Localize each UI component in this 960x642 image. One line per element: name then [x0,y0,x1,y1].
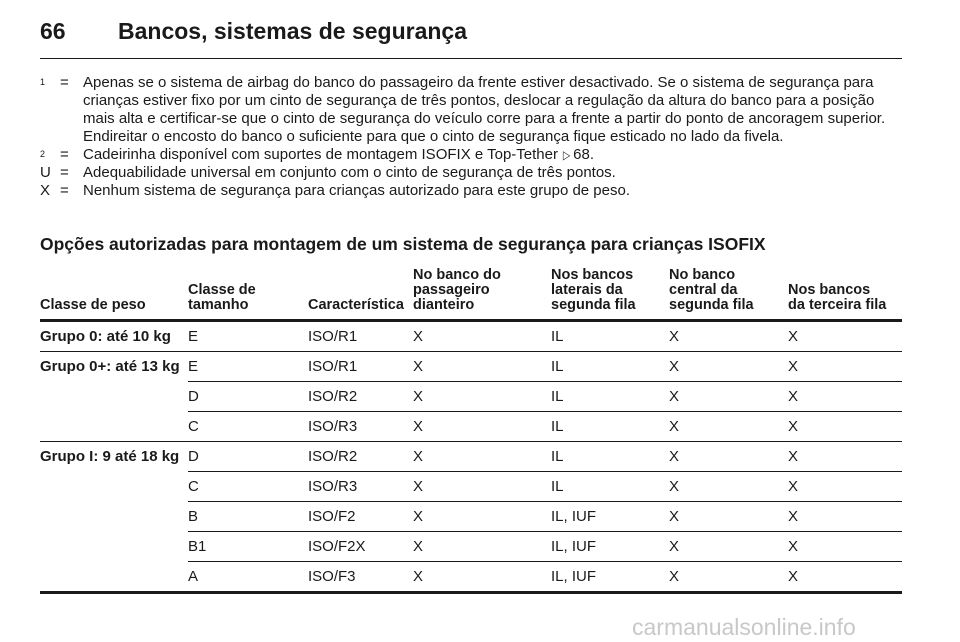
table-cell: IL, IUF [551,562,669,593]
table-row [40,532,902,562]
table-cell: IL [551,321,669,352]
table-cell: X [788,442,902,472]
column-header: Classe de tamanho [188,268,308,321]
footnote [40,74,902,146]
weight-class-cell [40,532,188,562]
table-cell: ISO/F2X [308,532,413,562]
column-header: Nos bancos laterais da segunda fila [551,268,669,321]
weight-class-cell [40,502,188,532]
table-cell: X [788,532,902,562]
table-cell: X [413,321,551,352]
table-header-row [40,268,902,321]
table-cell: X [788,472,902,502]
table-cell: IL [551,472,669,502]
footnote-equals: = [60,164,69,181]
table-cell: C [188,472,308,502]
table-row [40,502,902,532]
table-cell: D [188,442,308,472]
table-cell: E [188,321,308,352]
column-header: No banco central da segunda fila [669,268,788,321]
page-number: 66 [40,18,66,44]
column-header: No banco do passageiro dianteiro [413,268,551,321]
table-cell: X [413,562,551,593]
table-row [40,412,902,442]
table-cell: IL [551,382,669,412]
column-header: Nos bancos da terceira fila [788,268,902,321]
table-cell: X [788,321,902,352]
table-cell: X [413,382,551,412]
page-header [40,18,902,59]
footnote-marker: 1 [40,77,46,87]
table-cell: ISO/R1 [308,352,413,382]
table-cell: X [669,562,788,593]
table-cell: X [413,472,551,502]
table-cell: X [413,442,551,472]
section-title: Opções autorizadas para montagem de um sistema de segurança para crianças ISOFIX [40,234,766,254]
footnotes [40,74,902,200]
table-cell: X [413,352,551,382]
table-cell: B1 [188,532,308,562]
weight-class-cell [40,472,188,502]
table-row [40,442,902,472]
table-row [40,382,902,412]
footnote-equals: = [60,182,69,199]
table-cell: X [788,502,902,532]
weight-class-cell [40,562,188,593]
table-cell: IL [551,412,669,442]
footnote-marker: 2 [40,149,46,159]
table-cell: A [188,562,308,593]
weight-class-cell [40,382,188,412]
table-cell: C [188,412,308,442]
table-cell: ISO/R3 [308,412,413,442]
table-row [40,321,902,352]
footnote-equals: = [60,74,69,91]
table-cell: X [413,532,551,562]
footnote-text: Adequabilidade universal em conjunto com o cinto de segurança de três pontos. [83,164,616,181]
table-cell: IL, IUF [551,532,669,562]
footnote-text: Cadeirinha disponível com suportes de montagem ISOFIX e Top-Tether ▷ 68. [83,146,594,163]
column-header: Característica [308,268,413,321]
table-cell: X [669,502,788,532]
column-header: Classe de peso [40,268,188,321]
table-cell: X [669,382,788,412]
table-cell: D [188,382,308,412]
table-row [40,352,902,382]
footnote [40,182,902,200]
page-reference-link[interactable]: 68. [573,146,594,163]
table-cell: X [788,382,902,412]
watermark: carmanualsonline.info [632,614,856,640]
footnote-text: Apenas se o sistema de airbag do banco do passageiro da frente estiver desactivado. Se o sistema de segurança para crianças estiver fixo por um cinto de segurança de três pontos, deslocar a regulação da altura do banco para a posição mais alta e certificar-se que o cinto de segurança do veículo corre para a frente a partir do ponto de ancoragem superior. Endireitar o encosto do banco o suficiente para que o cinto de segurança fique esticado no lado da fivela. [83,74,886,145]
page-title: Bancos, sistemas de segurança [118,18,467,44]
weight-class-cell [40,412,188,442]
footnote-marker: X [40,182,51,199]
table-cell: ISO/R3 [308,472,413,502]
table-cell: X [788,412,902,442]
weight-class-cell: Grupo 0: até 10 kg [40,321,188,352]
table-cell: X [669,472,788,502]
table-cell: ISO/F2 [308,502,413,532]
table-row [40,472,902,502]
table-cell: IL [551,352,669,382]
footnote-equals: = [60,146,69,163]
table-cell: IL, IUF [551,502,669,532]
isofix-table [40,268,902,594]
table-cell: X [413,502,551,532]
table-cell: X [788,562,902,593]
table-cell: X [669,532,788,562]
table-cell: X [669,412,788,442]
table-row [40,562,902,593]
footnote [40,146,902,164]
table-cell: ISO/R2 [308,382,413,412]
table-cell: X [669,442,788,472]
footnote-text: Nenhum sistema de segurança para crianças autorizado para este grupo de peso. [83,182,630,199]
table-cell: ISO/F3 [308,562,413,593]
table-cell: ISO/R2 [308,442,413,472]
weight-class-cell: Grupo I: 9 até 18 kg [40,448,180,466]
table-cell: B [188,502,308,532]
table-cell: X [669,352,788,382]
table-cell: X [788,352,902,382]
weight-class-cell: Grupo 0+: até 13 kg [40,358,180,376]
table-cell: IL [551,442,669,472]
footnote-marker: U [40,164,51,181]
table-cell: X [669,321,788,352]
table-cell: E [188,352,308,382]
table-cell: ISO/R1 [308,321,413,352]
table-cell: X [413,412,551,442]
reference-arrow-icon: ▷ [563,148,571,162]
footnote [40,164,902,182]
